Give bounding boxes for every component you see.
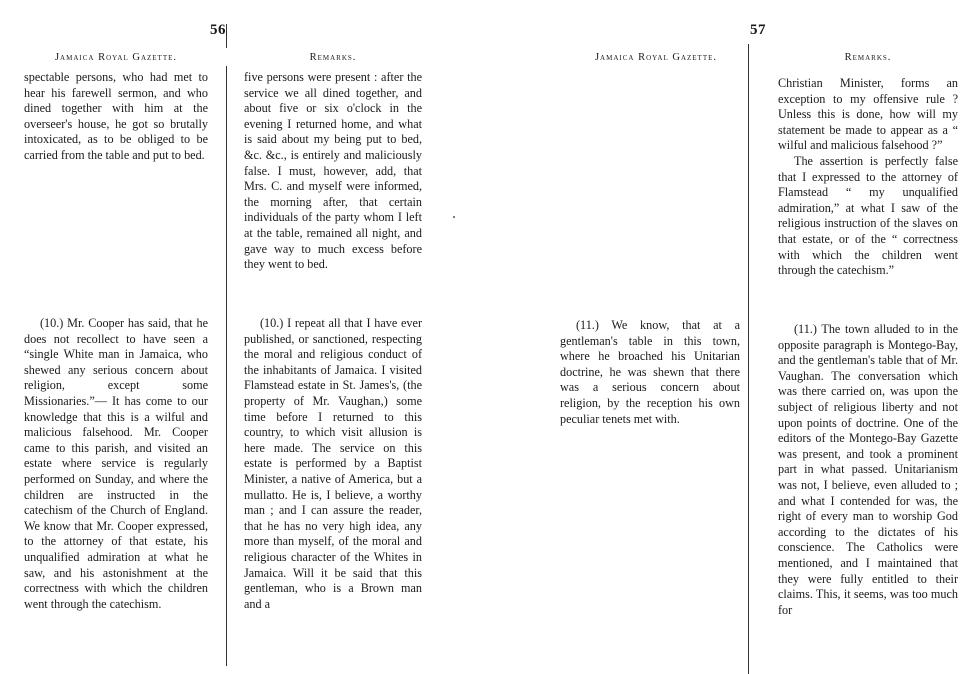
page-mark [453,216,455,218]
text-block [24,316,208,612]
paragraph: The assertion is perfectly false that I expressed to the attorney of Flamstead “ my unqualified admiration,” at what I saw of the religious instruction of the slaves on that estate, or of the “ correctness with which the children went through the catechism.” [778,153,958,278]
text-block [244,70,422,273]
paragraph: five persons were present : after the service we all dined together, and about five or six o'clock in the evening I returned home, and what is said about my being put to bed, &c. &c., is entirely and maliciously false. I must, however, add, that Mrs. C. and myself were informed, the morning after, that certain individuals of the party whom I left at the table, remained all night, and gave way to much excess before they went to bed. [244,70,422,272]
page-number: 56 [210,22,226,38]
column-header: Jamaica Royal Gazette. [594,52,718,63]
text-block [778,322,958,618]
column-divider [226,24,227,48]
paragraph: (11.) The town alluded to in the opposite paragraph is Montego-Bay, and the gentleman's table that of Mr. Vaughan. The conversation which was there carried on, was upon the subject of religious liberty and not upon points of doctrine. One of the editors of the Montego-Bay Gazette was present, and took a prominent part in what passed. Unitarianism was not, I believe, even alluded to ; and what I contended for was, the right of every man to worship God according to the dictates of his conscience. The Catholics were mentioned, and I maintained that they were fully entitled to their claims. This, it seems, was too much for [778,322,958,617]
column-header: Jamaica Royal Gazette. [54,52,178,63]
text-block [24,70,208,164]
left-page [0,0,470,674]
column-header: Remarks. [309,52,357,63]
column-divider [226,66,227,666]
paragraph: spectable persons, who had met to hear his farewell sermon, and who dined together with him at the overseer's house, he got so brutally intoxicated, as to be obliged to be carried from the table and put to bed. [24,70,208,162]
text-block [778,76,958,279]
column-header: Remarks. [844,52,892,63]
text-block [244,316,422,612]
paragraph: (10.) I repeat all that I have ever published, or sanctioned, respecting the moral and religious conduct of the inhabitants of Jamaica. I visited Flamstead estate in St. James's, (the property of Mr. Vaughan,) some time before I returned to this country, to which visit allusion is here made. The service on this estate is performed by a Baptist Minister, a native of America, but a mullatto. He is, I believe, a worthy man ; and I can assure the reader, that he has no very high idea, any more than myself, of the moral and religious character of the Whites in Jamaica. Will it be said that this gentleman, who is a Brown man and a [244,316,422,611]
paragraph: Christian Minister, forms an exception to my offensive rule ? Unless this is done, how will my statement be made to appear as a “ wilful and malicious falsehood ?” [778,76,958,153]
paragraph: (11.) We know, that at a gentleman's table in this town, where he broached his Unitarian doctrine, he was shewn that there was a serious concern about religion, by the reception his own peculiar tenets met with. [560,318,740,426]
paragraph: (10.) Mr. Cooper has said, that he does not recollect to have seen a “single White man in Jamaica, who shewed any serious concern about religion, except some Missionaries.”— It has come to our knowledge that this is a wilful and malicious falsehood. Mr. Cooper came to this parish, and visited an estate where service is regularly performed on Sunday, and where the children are instructed in the catechism of the Church of England. We know that Mr. Cooper expressed, to the attorney of that estate, his unqualified admiration at what he saw, and his astonishment at the correctness with which the children went through the catechism. [24,316,208,611]
page-number: 57 [750,22,766,38]
right-page [470,0,980,674]
column-divider [748,44,749,674]
text-block [560,318,740,427]
